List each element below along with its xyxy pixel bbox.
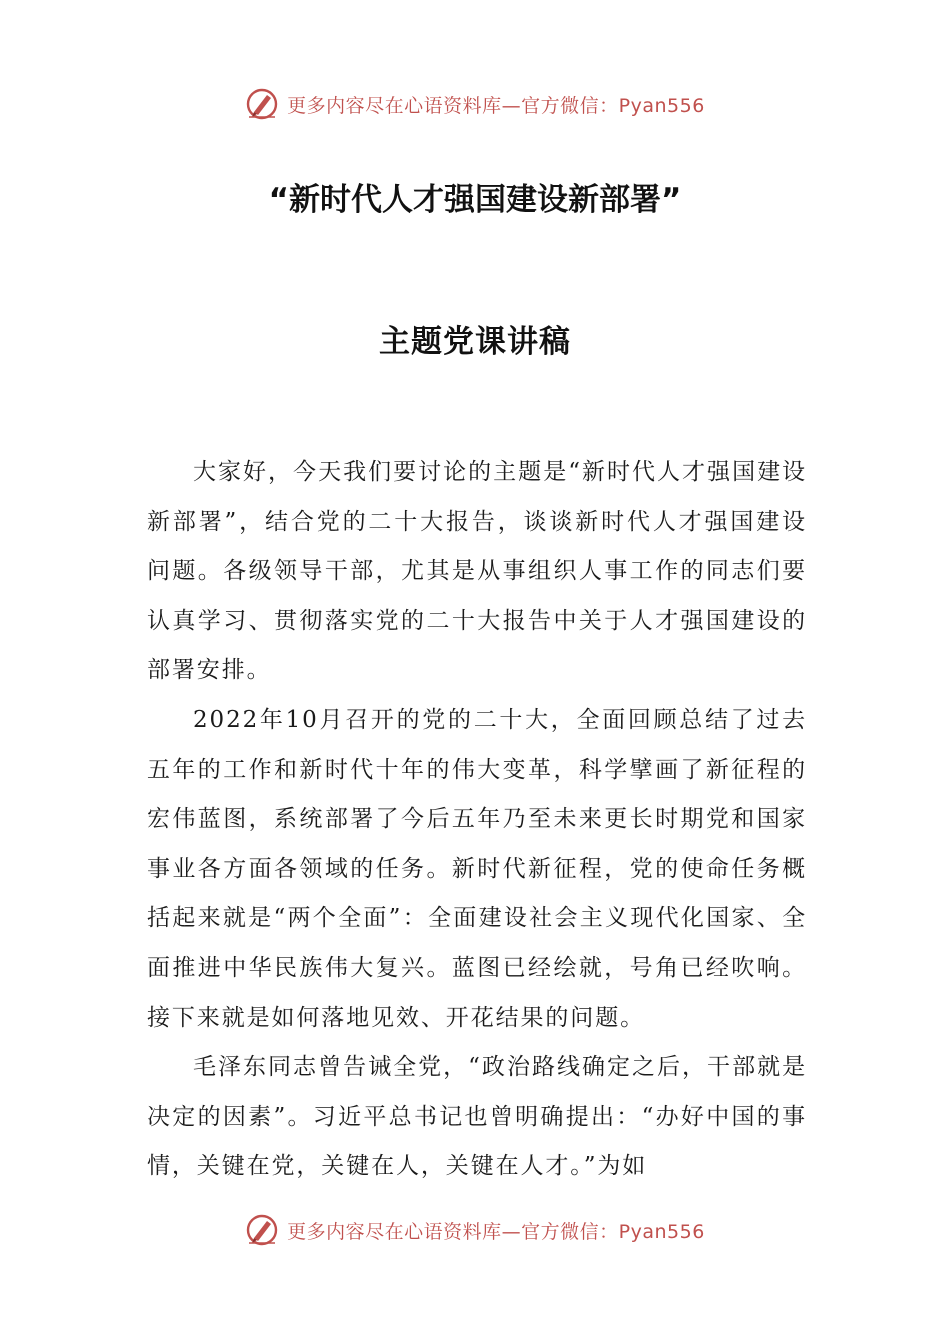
footer-watermark <box>0 1210 950 1250</box>
watermark-text: 更多内容尽在心语资料库—官方微信：Pyan556 <box>287 1220 705 1243</box>
header-watermark <box>0 84 950 124</box>
paragraph: 大家好，今天我们要讨论的主题是“新时代人才强国建设新部署”，结合党的二十大报告，谈谈新时代人才强国建设问题。各级领导干部，尤其是从事组织人事工作的同志们要认真学习、贯彻落实党的二十大报告中关于人才强国建设的部署安排。 <box>147 459 807 684</box>
document-title: “新时代人才强国建设新部署” <box>268 182 682 218</box>
document-body <box>147 448 807 1192</box>
paragraph: 毛泽东同志曾告诫全党，“政治路线确定之后，干部就是决定的因素”。习近平总书记也曾明确提出：“办好中国的事情，关键在党，关键在人，关键在人才。”为如 <box>147 1054 807 1180</box>
document-subtitle: 主题党课讲稿 <box>379 324 571 360</box>
pen-circle-logo-icon <box>245 87 279 121</box>
paragraph: 2022年10月召开的党的二十大，全面回顾总结了过去五年的工作和新时代十年的伟大变革，科学擘画了新征程的宏伟蓝图，系统部署了今后五年乃至未来更长时期党和国家事业各方面各领域的任务。新时代新征程，党的使命任务概括起来就是“两个全面”：全面建设社会主义现代化国家、全面推进中华民族伟大复兴。蓝图已经绘就，号角已经吹响。接下来就是如何落地见效、开花结果的问题。 <box>147 706 807 1031</box>
watermark-text: 更多内容尽在心语资料库—官方微信：Pyan556 <box>287 94 705 117</box>
pen-circle-logo-icon <box>245 1213 279 1247</box>
